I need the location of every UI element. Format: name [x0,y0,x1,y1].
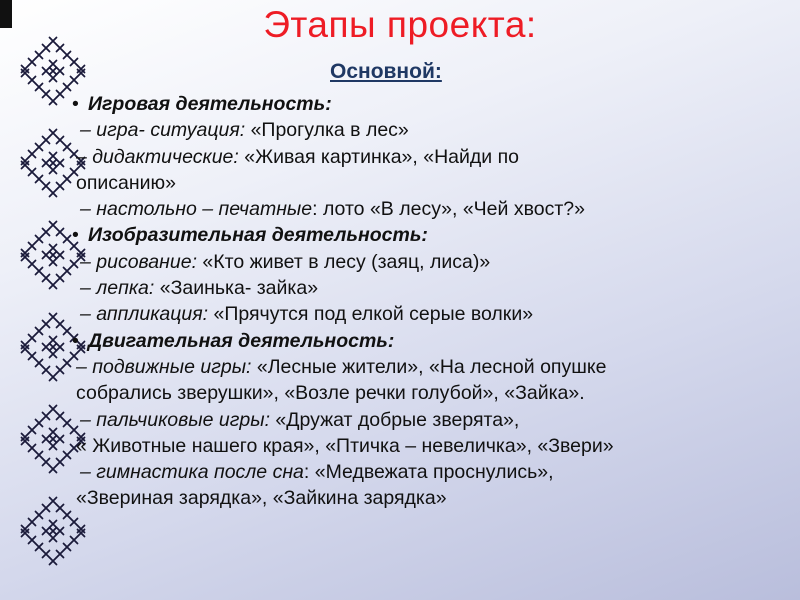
list-item [67,144,792,170]
stages-list [67,91,792,512]
item-text: : «Медвежата проснулись», [303,461,554,484]
section-heading-text: Двигательная деятельность: [88,329,395,352]
list-item [67,301,792,327]
item-label: – настольно – печатные [80,198,313,221]
bullet: • [72,329,79,352]
item-continuation: описанию» [76,171,177,194]
slide-title: Этапы проекта: [263,4,537,45]
bullet: • [72,224,79,247]
section-heading [67,91,792,117]
item-text: «Прячутся под елкой серые волки» [208,303,534,326]
item-label: – лепка: [80,277,155,300]
item-text: : лото «В лесу», «Чей хвост?» [312,198,585,221]
section-heading-text: Изобразительная деятельность: [88,224,428,247]
item-label: – дидактические: [76,145,239,168]
bullet: • [72,93,79,115]
list-item [67,459,792,485]
item-text: «Заинька- зайка» [154,277,319,300]
list-item [67,275,792,301]
section-heading-text: Игровая деятельность: [88,93,332,115]
item-label: – пальчиковые игры: [80,408,270,431]
item-continuation: «Звериная зарядка», «Зайкина зарядка» [76,487,447,510]
item-label: – рисование: [80,250,197,273]
list-item [67,407,792,433]
item-text: «Живая картинка», «Найди по [238,145,519,168]
section-heading [67,222,792,248]
item-text: «Прогулка в лес» [245,119,409,142]
item-text: «Кто живет в лесу (заяц, лиса)» [196,250,491,273]
section-heading [67,328,792,354]
list-item [67,196,792,222]
list-item [67,354,792,380]
item-label: – игра- ситуация: [80,119,246,142]
list-item [67,249,792,275]
item-label: – аппликация: [80,303,209,326]
item-continuation: собрались зверушки», «Возле речки голубой», «Зайка». [76,382,585,405]
item-label: – гимнастика после сна [80,461,304,484]
item-text: «Дружат добрые зверята», [270,408,520,431]
item-text: «Лесные жители», «На лесной опушке [251,355,607,378]
item-label: – подвижные игры: [76,355,252,378]
item-continuation: « Животные нашего края», «Птичка – невеличка», «Звери» [76,434,614,457]
list-item [67,117,792,143]
slide-subtitle: Основной: [330,60,442,83]
